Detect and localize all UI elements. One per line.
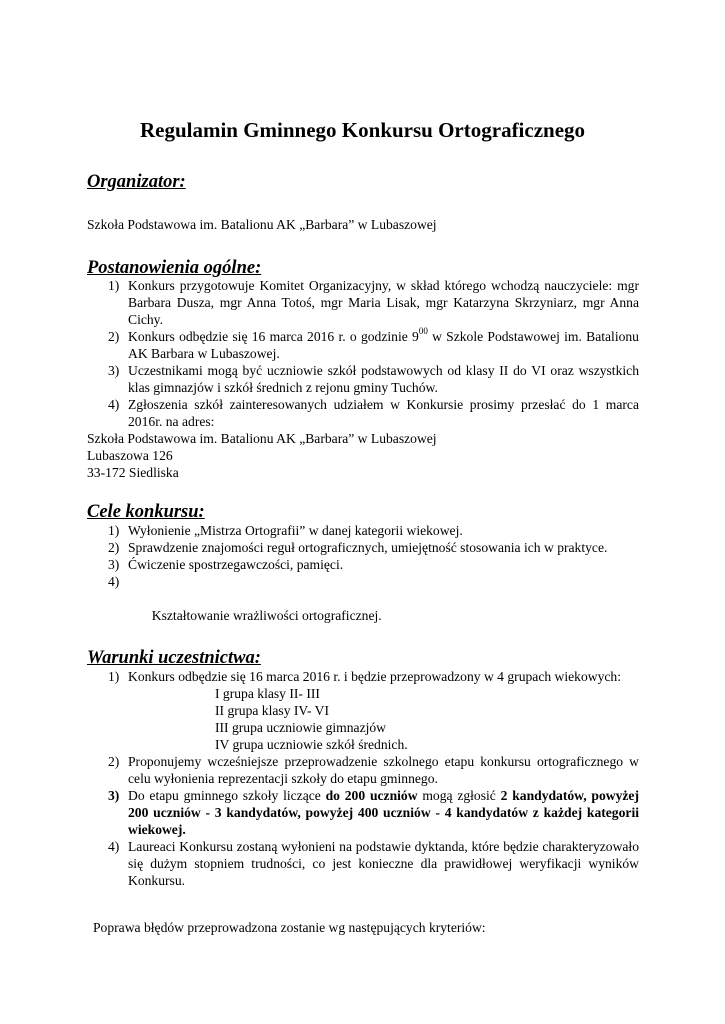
cele-list <box>87 522 639 641</box>
list-item-text: mogą zgłosić <box>417 788 501 803</box>
list-item-text: w Szkole Podstawowej im. Batalionu AK Barbara w Lubaszowej. <box>128 329 639 361</box>
address-line: Szkoła Podstawowa im. Batalionu AK „Barbara” w Lubaszowej <box>87 431 437 446</box>
list-number: 3) <box>108 363 120 378</box>
age-groups <box>128 685 639 753</box>
time-superscript: 00 <box>418 326 428 337</box>
list-number: 2) <box>108 540 120 555</box>
criteria-intro: Poprawa błędów przeprowadzona zostanie wg następujących kryteriów: <box>93 920 486 935</box>
document-title: Regulamin Gminnego Konkursu Ortograficznego <box>139 118 586 142</box>
list-item <box>87 668 639 753</box>
list-item <box>87 573 639 641</box>
list-item-text: Konkurs przygotowuje Komitet Organizacyjny, w skład którego wchodzą nauczyciele: mgr Barbara Dusza, mgr Anna Totoś, mgr Maria Lisak, mgr Katarzyna Skrzyniarz, mgr Anna Cichy. <box>128 278 639 327</box>
warunki-list <box>87 668 639 889</box>
list-number: 4) <box>108 574 120 589</box>
list-item-text: Do etapu gminnego szkoły liczące <box>128 788 326 803</box>
list-item-text: Kształtowanie wrażliwości ortograficznej. <box>148 608 382 623</box>
section-heading-organizator: Organizator: <box>87 172 186 192</box>
section-heading-warunki: Warunki uczestnictwa: <box>87 648 261 668</box>
list-number: 1) <box>108 278 120 293</box>
age-group: III grupa uczniowie gimnazjów <box>215 720 386 735</box>
list-item <box>87 838 639 889</box>
list-number: 2) <box>108 754 120 769</box>
list-item-text: Konkurs odbędzie się 16 marca 2016 r. i będzie przeprowadzony w 4 grupach wiekowych: <box>128 669 621 684</box>
list-item <box>87 787 639 838</box>
list-item-text: Ćwiczenie spostrzegawczości, pamięci. <box>128 557 344 572</box>
list-item <box>87 539 639 556</box>
age-group: II grupa klasy IV- VI <box>215 703 330 718</box>
list-item-text: Konkurs odbędzie się 16 marca 2016 r. o godzinie 9 <box>128 329 419 344</box>
list-item-text: Uczestnikami mogą być uczniowie szkół podstawowych od klasy II do VI oraz wszystkich klas gimnazjów i szkół średnich z rejonu gminy Tuchów. <box>128 363 639 395</box>
list-number: 4) <box>108 839 120 854</box>
list-number: 1) <box>108 669 120 684</box>
list-item-text: Sprawdzenie znajomości reguł ortograficznych, umiejętność stosowania ich w praktyce. <box>128 540 608 555</box>
list-number: 3) <box>108 788 120 803</box>
list-item <box>87 396 639 430</box>
section-heading-postanowienia: Postanowienia ogólne: <box>87 258 262 278</box>
list-item <box>87 753 639 787</box>
list-number: 2) <box>108 329 120 344</box>
list-number: 1) <box>108 523 120 538</box>
list-item <box>87 362 639 396</box>
list-item-text: Wyłonienie „Mistrza Ortografii” w danej kategorii wiekowej. <box>128 523 463 538</box>
list-number: 3) <box>108 557 120 572</box>
list-item-text: Laureaci Konkursu zostaną wyłonieni na podstawie dyktanda, które będzie charakteryzowało się dużym stopniem trudności, co jest konieczne dla prawidłowej weryfikacji wyników Konkursu. <box>128 839 639 888</box>
postanowienia-list <box>87 277 639 430</box>
list-item-text: Proponujemy wcześniejsze przeprowadzenie szkolnego etapu konkursu ortograficznego w celu wyłonienia reprezentacji szkoły do etapu gminnego. <box>128 754 639 786</box>
address-line: Lubaszowa 126 <box>87 448 173 463</box>
age-group: I grupa klasy II- III <box>215 686 320 701</box>
list-item <box>87 277 639 328</box>
list-item <box>87 556 639 573</box>
list-item <box>87 328 639 362</box>
bold-text: 2 kandydatów, powyżej 200 uczniów - 3 kandydatów, powyżej 400 uczniów - 4 kandydatów z każdej kategorii wiekowej. <box>128 788 639 837</box>
address-line: 33-172 Siedliska <box>87 465 179 480</box>
organizator-text: Szkoła Podstawowa im. Batalionu AK „Barbara” w Lubaszowej <box>87 217 437 232</box>
section-heading-cele: Cele konkursu: <box>87 502 205 522</box>
list-number: 4) <box>108 397 120 412</box>
age-group: IV grupa uczniowie szkół średnich. <box>215 737 408 752</box>
bold-text: do 200 uczniów <box>325 788 418 803</box>
list-item <box>87 522 639 539</box>
list-item-text: Zgłoszenia szkół zainteresowanych udziałem w Konkursie prosimy przesłać do 1 marca 2016r. na adres: <box>128 397 639 429</box>
address-block <box>87 430 639 481</box>
